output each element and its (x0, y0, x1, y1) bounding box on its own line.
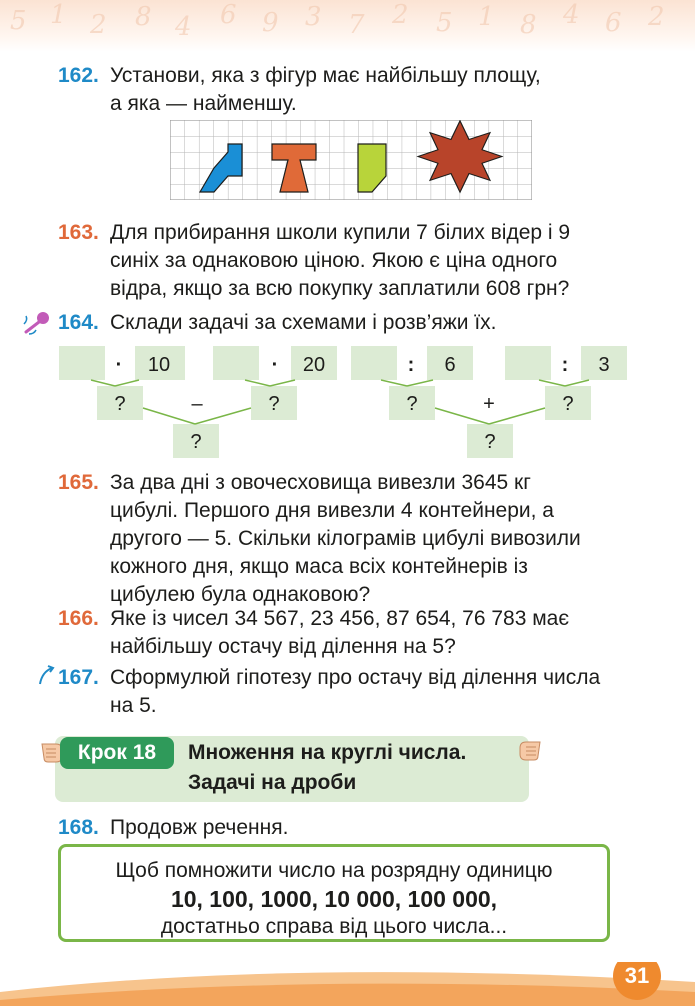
scheme-number: 10 (147, 354, 171, 376)
task-164 (58, 309, 633, 337)
task-number: 164. (58, 311, 99, 334)
task-text-line: кожного дня, якщо маса всіх контейнерів із (110, 555, 528, 578)
step-title-line: Задачі на дроби (188, 771, 357, 794)
scheme-question: ? (484, 431, 496, 453)
task-text-line: на 5. (110, 694, 157, 717)
task-168 (58, 814, 633, 842)
task-text-line: синіх за однаковою ціною. Якою є ціна одного (110, 249, 558, 272)
task-text-line: Склади задачі за схемами і розв’яжи їх. (110, 311, 497, 334)
task-text-line: Сформулюй гіпотезу про остачу від ділення числа (110, 666, 601, 689)
scheme-op: · (115, 354, 123, 376)
rule-line-bold: 10, 100, 1000, 10 000, 100 000, (170, 886, 498, 912)
task-text-line: За два дні з овочесховища вивезли 3645 кг (110, 471, 531, 494)
rule-box (58, 844, 610, 942)
scheme-question: ? (114, 393, 126, 415)
task-number: 165. (58, 471, 99, 494)
task-163 (58, 219, 633, 303)
scheme-op: – (191, 393, 203, 415)
task-number: 163. (58, 221, 99, 244)
task-text-line: другого — 5. Скільки кілограмів цибулі вивозили (110, 527, 581, 550)
task-number: 162. (58, 64, 99, 87)
scheme-question: ? (406, 393, 418, 415)
scheme-op: : (561, 354, 569, 376)
task-166 (58, 605, 633, 661)
task-number: 168. (58, 816, 99, 839)
task-text-line: а яка — найменшу. (110, 92, 297, 115)
step-title (188, 738, 466, 798)
task-text-line: Для прибирання школи купили 7 білих відер і 9 (110, 221, 571, 244)
scheme-number: 3 (598, 354, 610, 376)
header-decoration: 5 1 2 8 4 6 9 3 7 2 5 1 8 4 6 2 (0, 0, 695, 52)
scheme-number: 20 (302, 354, 326, 376)
task-text-line: найбільшу остачу від ділення на 5? (110, 635, 456, 658)
task-text-line: Продовж речення. (110, 816, 289, 839)
scheme-number: 6 (444, 354, 456, 376)
scheme-op: · (271, 354, 279, 376)
scheme-op: + (483, 393, 495, 415)
footer-decoration (0, 962, 695, 1006)
rule-line: достатньо справа від цього числа... (160, 915, 508, 938)
figures-grid (170, 120, 532, 200)
task-162 (58, 62, 633, 118)
task-text-line: відра, якщо за всю покупку заплатили 608 грн? (110, 277, 570, 300)
task-165 (58, 469, 633, 609)
task-text-line: цибулею була однаковою? (110, 583, 371, 606)
task-text-line: цибулі. Першого дня вивезли 4 контейнери, а (110, 499, 554, 522)
page-number: 31 (624, 963, 650, 988)
task-number: 166. (58, 607, 99, 630)
rule-line: Щоб помножити число на розрядну одиницю (115, 859, 553, 882)
task-text-line: Установи, яка з фігур має найбільшу площу, (110, 64, 541, 87)
scheme-question: ? (562, 393, 574, 415)
microphone-icon (22, 310, 52, 336)
scheme-op: : (407, 354, 415, 376)
scheme-question: ? (268, 393, 280, 415)
task-text-line: Яке із чисел 34 567, 23 456, 87 654, 76 783 має (110, 607, 570, 630)
step-label: Крок 18 (60, 737, 174, 769)
scheme-question: ? (190, 431, 202, 453)
step-title-line: Множення на круглі числа. (188, 741, 467, 764)
hypothesis-icon (36, 664, 56, 686)
task-167 (58, 664, 633, 720)
schemes (55, 344, 635, 460)
task-number: 167. (58, 666, 99, 689)
hand-right-icon (518, 736, 542, 762)
